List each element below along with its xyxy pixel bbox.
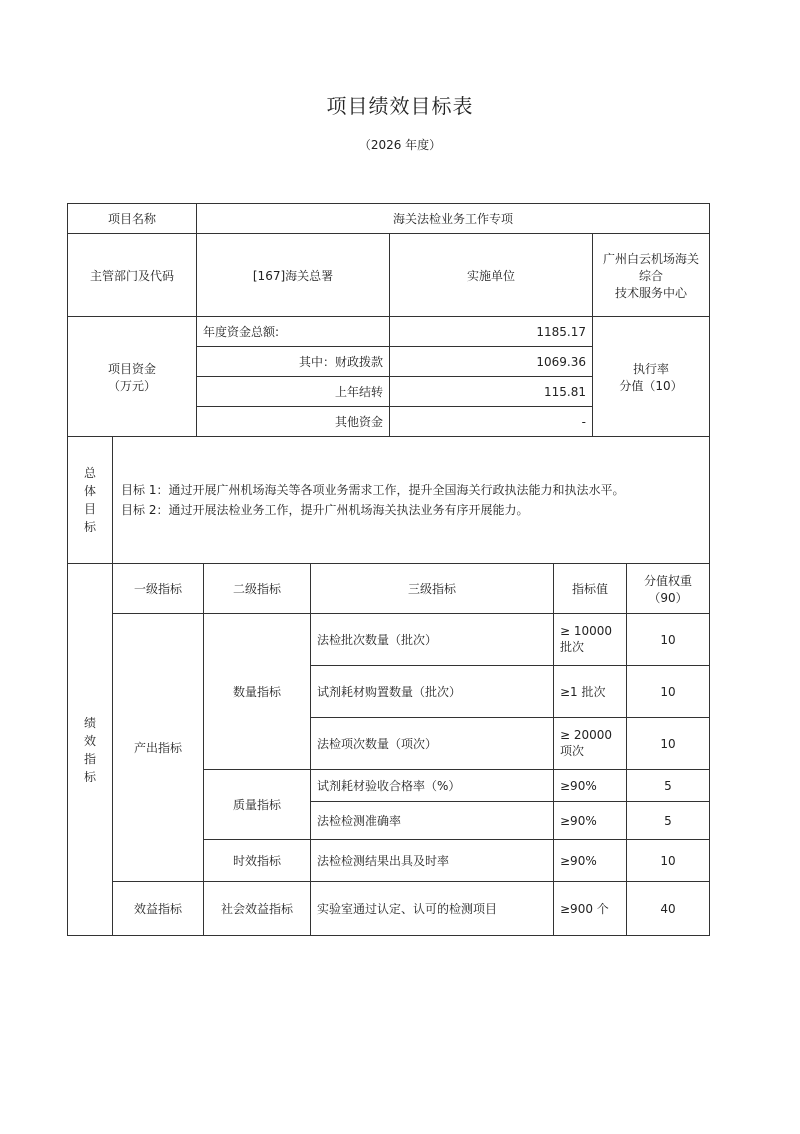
funds-carryover-value: 115.81 — [390, 377, 593, 407]
row-7-weight: 40 — [627, 882, 710, 936]
quantity-indicator: 数量指标 — [204, 614, 311, 770]
impl-value: 广州白云机场海关综合 技术服务中心 — [593, 234, 710, 317]
row-7-l3: 实验室通过认定、认可的检测项目 — [311, 882, 554, 936]
timeliness-indicator: 时效指标 — [204, 840, 311, 882]
overall-goal-text: 目标 1：通过开展广州机场海关等各项业务需求工作，提升全国海关行政执法能力和执法水平。 目标 2：通过开展法检业务工作，提升广州机场海关执法业务有序开展能力。 — [113, 437, 710, 564]
quality-indicator: 质量指标 — [204, 770, 311, 840]
impl-label: 实施单位 — [390, 234, 593, 317]
project-name-label: 项目名称 — [68, 204, 197, 234]
funds-total-label: 年度资金总额: — [197, 317, 390, 347]
row-5-weight: 5 — [627, 802, 710, 840]
row-1-l3: 法检批次数量（批次） — [311, 614, 554, 666]
row-4-weight: 5 — [627, 770, 710, 802]
row-7-value: ≥900 个 — [554, 882, 627, 936]
funds-other-label: 其他资金 — [197, 407, 390, 437]
row-3-l3: 法检项次数量（项次） — [311, 718, 554, 770]
row-3-weight: 10 — [627, 718, 710, 770]
row-6-l3: 法检检测结果出具及时率 — [311, 840, 554, 882]
funds-carryover-label: 上年结转 — [197, 377, 390, 407]
performance-indicators-table — [67, 563, 710, 936]
funds-fiscal-label: 其中：财政拨款 — [197, 347, 390, 377]
output-indicator: 产出指标 — [113, 614, 204, 882]
row-5-l3: 法检检测准确率 — [311, 802, 554, 840]
row-2-value: ≥1 批次 — [554, 666, 627, 718]
header-level2: 二级指标 — [204, 564, 311, 614]
header-level3: 三级指标 — [311, 564, 554, 614]
row-6-value: ≥90% — [554, 840, 627, 882]
exec-rate-label: 执行率 分值（10） — [593, 317, 710, 437]
funds-other-value: - — [390, 407, 593, 437]
benefit-indicator: 效益指标 — [113, 882, 204, 936]
social-indicator: 社会效益指标 — [204, 882, 311, 936]
header-weight: 分值权重 （90） — [627, 564, 710, 614]
funds-fiscal-value: 1069.36 — [390, 347, 593, 377]
page-title: 项目绩效目标表 — [326, 94, 474, 118]
year-subtitle: （2026 年度） — [358, 138, 442, 152]
perf-label: 绩效指标 — [68, 564, 113, 936]
row-1-weight: 10 — [627, 614, 710, 666]
dept-label: 主管部门及代码 — [68, 234, 197, 317]
project-name-value: 海关法检业务工作专项 — [197, 204, 710, 234]
row-1-value: ≥ 10000 批次 — [554, 614, 627, 666]
row-5-value: ≥90% — [554, 802, 627, 840]
row-3-value: ≥ 20000 项次 — [554, 718, 627, 770]
row-6-weight: 10 — [627, 840, 710, 882]
overall-goal-label: 总体目标 — [68, 437, 113, 564]
row-2-l3: 试剂耗材购置数量（批次） — [311, 666, 554, 718]
funds-total-value: 1185.17 — [390, 317, 593, 347]
row-4-value: ≥90% — [554, 770, 627, 802]
header-value: 指标值 — [554, 564, 627, 614]
project-info-table — [67, 203, 710, 564]
funds-label: 项目资金 （万元） — [68, 317, 197, 437]
row-2-weight: 10 — [627, 666, 710, 718]
dept-value: [167]海关总署 — [197, 234, 390, 317]
row-4-l3: 试剂耗材验收合格率（%） — [311, 770, 554, 802]
header-level1: 一级指标 — [113, 564, 204, 614]
